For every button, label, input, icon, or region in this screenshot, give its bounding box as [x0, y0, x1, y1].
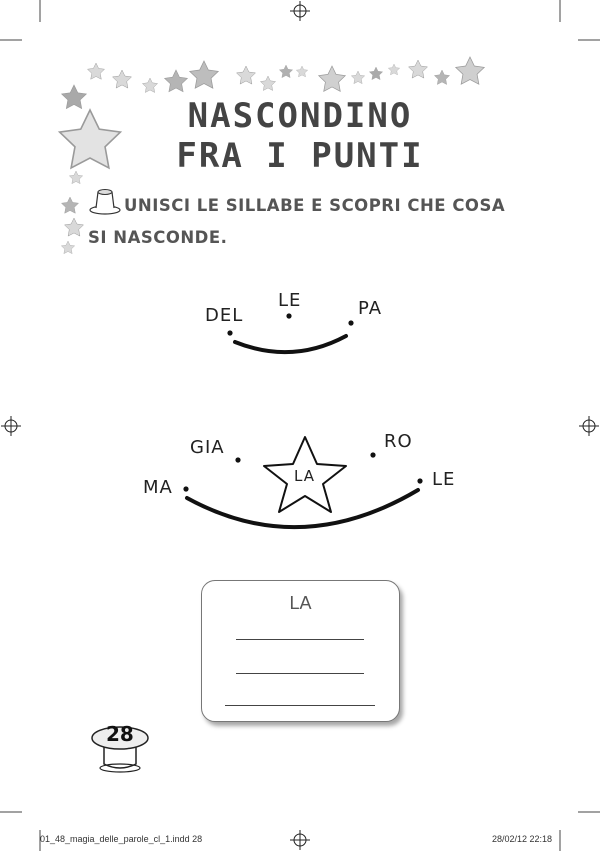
star-icon — [296, 66, 307, 77]
dot — [348, 320, 353, 325]
star-icon — [369, 67, 382, 80]
answer-blank-line[interactable] — [225, 705, 375, 706]
star-icon — [142, 78, 157, 92]
star-icon — [165, 70, 188, 92]
star-icon — [388, 64, 399, 75]
star-icon — [237, 66, 256, 84]
syllable-ro: RO — [384, 431, 413, 452]
star-icon — [61, 197, 78, 213]
puzzle1-drawing — [0, 280, 600, 370]
star-icon — [113, 70, 132, 88]
dot — [370, 452, 375, 457]
syllable-ma: MA — [143, 477, 173, 498]
answer-blank-line[interactable] — [236, 639, 364, 640]
registration-mark-icon — [290, 830, 310, 850]
star-icon — [319, 66, 346, 91]
smile-curve — [235, 336, 346, 352]
star-icon — [456, 57, 485, 84]
syllable-del: DEL — [205, 305, 244, 326]
answer-box — [201, 580, 400, 722]
footer-timestamp: 28/02/12 22:18 — [492, 834, 553, 844]
star-icon — [65, 218, 84, 236]
page-number: 28 — [106, 722, 134, 746]
dot — [286, 313, 291, 318]
star-icon — [279, 65, 292, 78]
star-label: LA — [294, 467, 315, 485]
syllable-le2: LE — [432, 469, 456, 490]
dot — [417, 478, 422, 483]
syllable-gia: GIA — [190, 437, 225, 458]
dot — [235, 457, 240, 462]
instruction-line2: SI NASCONDE. — [88, 228, 228, 247]
page-title-line2: FRA I PUNTI — [176, 136, 424, 176]
star-icon — [87, 63, 104, 79]
magic-hat-icon — [88, 186, 122, 216]
syllable-le: LE — [278, 290, 302, 311]
answer-blank-line[interactable] — [236, 673, 364, 674]
dot — [183, 486, 188, 491]
page-title-line1: NASCONDINO — [187, 96, 413, 136]
star-icon — [409, 60, 428, 78]
footer-file-info: 01_48_magia_delle_parole_cl_1.indd 28 — [40, 834, 203, 844]
star-icon — [351, 71, 364, 84]
instruction-line1: UNISCI LE SILLABE E SCOPRI CHE COSA — [124, 196, 506, 215]
star-icon — [260, 76, 275, 90]
star-icon — [190, 61, 219, 88]
answer-label: LA — [289, 593, 312, 613]
star-icon — [61, 241, 74, 254]
syllable-pa: PA — [358, 298, 383, 319]
dot — [227, 330, 232, 335]
star-icon — [434, 70, 449, 84]
